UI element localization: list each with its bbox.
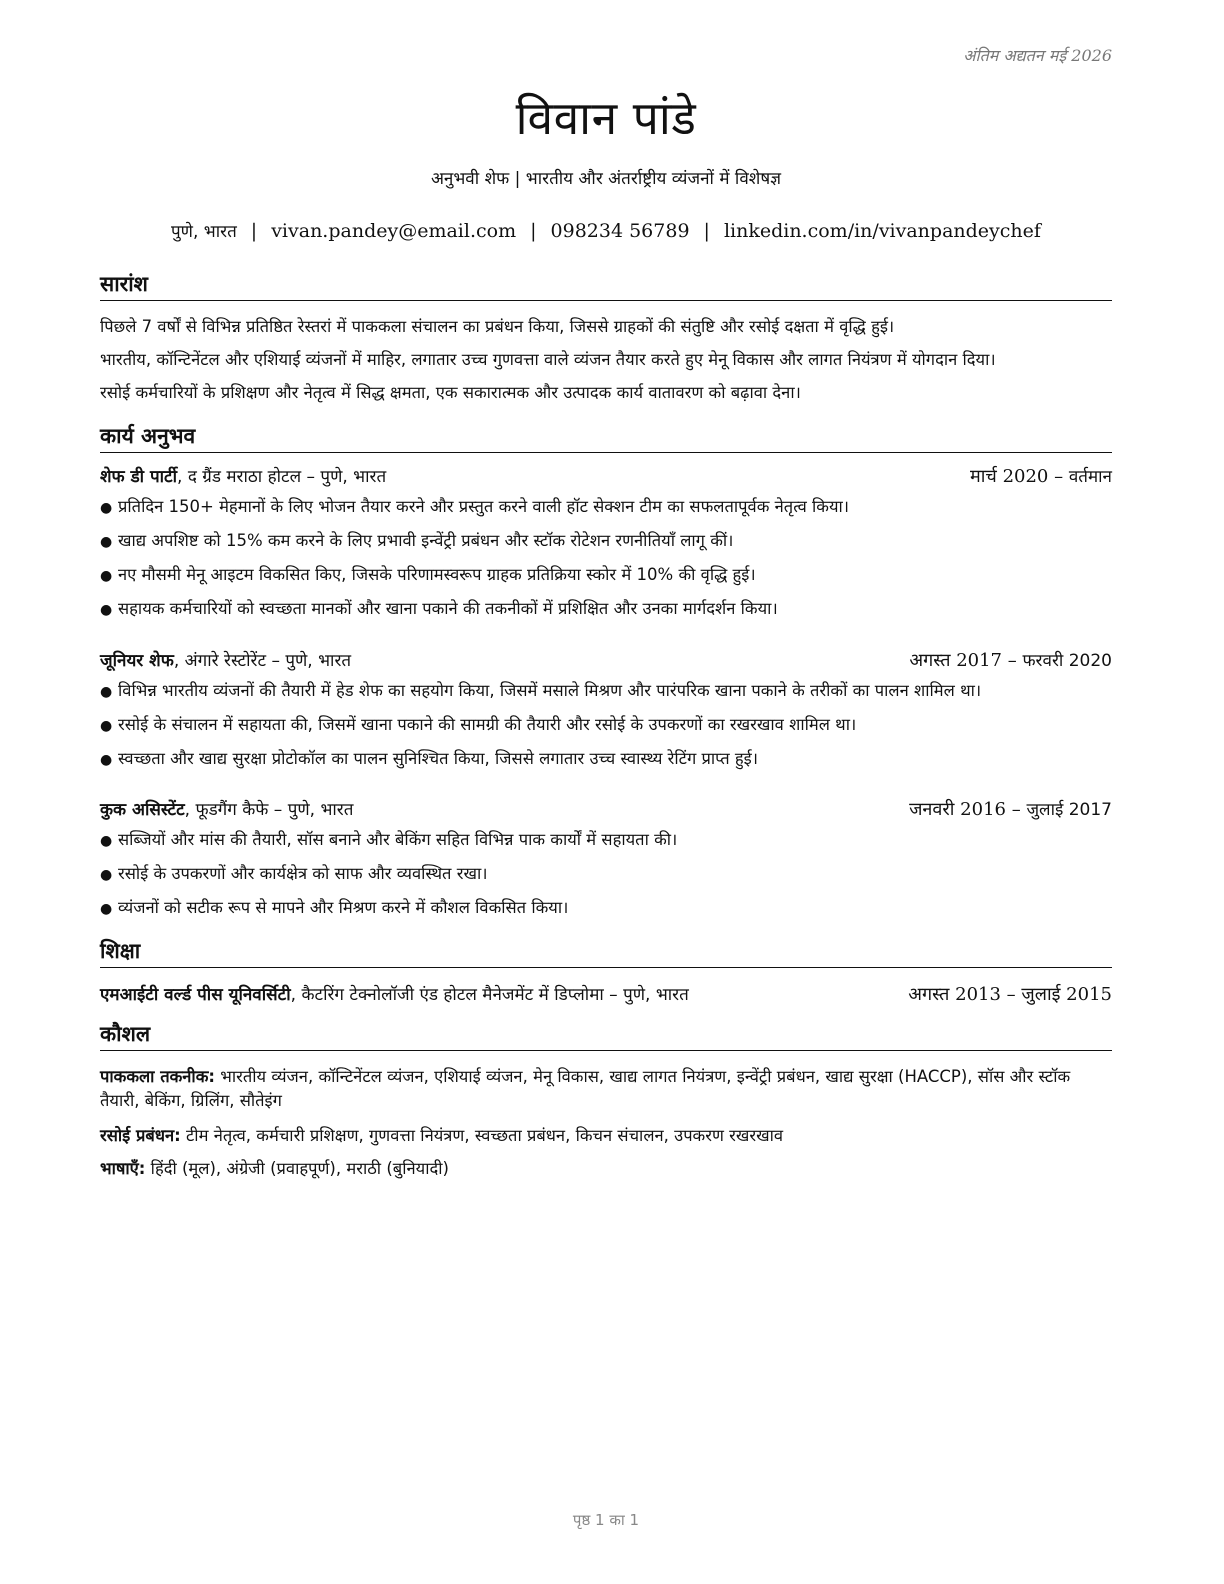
bullet-dot: ● (100, 752, 113, 768)
skill-value: हिंदी (मूल), अंग्रेजी (प्रवाहपूर्ण), मराठी (बुनियादी) (145, 1159, 449, 1178)
job-date-start: अगस्त 2017 – (909, 650, 1023, 671)
job-role: शेफ डी पार्टी (100, 467, 178, 487)
bullet-dot: ● (100, 500, 113, 516)
page-number: पृष्ठ 1 का 1 (572, 1511, 640, 1529)
education-institution: एमआईटी वर्ल्ड पीस यूनिवर्सिटी (100, 985, 291, 1005)
bullet-dot: ● (100, 718, 113, 734)
last-updated: अंतिम अद्यतन मई 2026 (963, 46, 1112, 65)
job-date (909, 797, 1112, 821)
contact-phone: 098234 56789 (550, 220, 690, 242)
job-place: , फूडगैंग कैफे – पुणे, भारत (184, 800, 354, 820)
bullet-dot: ● (100, 602, 113, 618)
job-date-end: वर्तमान (1068, 467, 1112, 487)
contact-separator: | (250, 220, 258, 242)
section-title-summary: सारांश (100, 270, 1112, 301)
summary-line: रसोई कर्मचारियों के प्रशिक्षण और नेतृत्व में सिद्ध क्षमता, एक सकारात्मक और उत्पादक कार्य वातावरण को बढ़ावा देना। (100, 383, 801, 402)
resume-page (100, 0, 1112, 1584)
job-place: , अंगारे रेस्टोरेंट – पुणे, भारत (173, 651, 352, 671)
job-bullet (100, 678, 1112, 701)
job-header (100, 464, 1112, 487)
bullet-dot: ● (100, 901, 113, 917)
job-date-end: जुलाई 2017 (1026, 800, 1112, 820)
bullet-dot: ● (100, 534, 113, 550)
job-date-start: मार्च 2020 – (970, 466, 1069, 487)
job-bullet (100, 895, 1112, 918)
contact-separator: | (703, 220, 710, 242)
bullet-text: नए मौसमी मेनू आइटम विकसित किए, जिसके परिणामस्वरूप ग्राहक प्रतिक्रिया स्कोर में 10% की वृद्धि हुई। (118, 565, 756, 584)
skill-label: पाककला तकनीक: (100, 1067, 215, 1086)
summary-line: भारतीय, कॉन्टिनेंटल और एशियाई व्यंजनों में माहिर, लगातार उच्च गुणवत्ता वाले व्यंजन तैयार करते हुए मेनू विकास और लागत नियंत्रण में योगदान दिया। (100, 350, 996, 369)
skill-value: टीम नेतृत्व, कर्मचारी प्रशिक्षण, गुणवत्ता नियंत्रण, स्वच्छता प्रबंधन, किचन संचालन, उपकरण रखरखाव (180, 1126, 784, 1145)
bullet-dot: ● (100, 867, 113, 883)
job-bullet (100, 827, 1112, 850)
job-place: , द ग्रैंड मराठा होटल – पुणे, भारत (177, 467, 387, 487)
job-role: जूनियर शेफ (100, 651, 174, 671)
skill-group (100, 1065, 1112, 1113)
skill-label: भाषाएँ: (100, 1159, 146, 1178)
job-role: कुक असिस्टेंट (100, 800, 185, 820)
job-bullet (100, 712, 1112, 735)
bullet-dot: ● (100, 833, 113, 849)
candidate-name: विवान पांडे (515, 91, 697, 145)
contact-linkedin[interactable]: linkedin.com/in/vivanpandeychef (723, 220, 1041, 242)
bullet-dot: ● (100, 568, 113, 584)
bullet-text: व्यंजनों को सटीक रूप से मापने और मिश्रण करने में कौशल विकसित किया। (118, 898, 569, 917)
bullet-text: खाद्य अपशिष्ट को 15% कम करने के लिए प्रभावी इन्वेंट्री प्रबंधन और स्टॉक रोटेशन रणनीतियाँ लागू कीं। (118, 531, 734, 550)
job-bullet (100, 494, 1112, 517)
bullet-text: प्रतिदिन 150+ मेहमानों के लिए भोजन तैयार करने और प्रस्तुत करने वाली हॉट सेक्शन टीम का सफलतापूर्वक नेतृत्व किया। (118, 497, 850, 516)
section-title-skills: कौशल (100, 1020, 1112, 1051)
bullet-text: रसोई के संचालन में सहायता की, जिसमें खाना पकाने की सामग्री की तैयारी और रसोई के उपकरणों का रखरखाव शामिल था। (118, 715, 857, 734)
summary-line: पिछले 7 वर्षों से विभिन्न प्रतिष्ठित रेस्तरां में पाककला संचालन का प्रबंधन किया, जिससे ग्राहकों की संतुष्टि और रसोई दक्षता में वृद्धि हुई। (100, 317, 895, 336)
job-bullet (100, 562, 1112, 585)
skill-group (100, 1157, 1112, 1181)
job-date (970, 464, 1112, 488)
job-bullet (100, 746, 1112, 769)
bullet-text: स्वच्छता और खाद्य सुरक्षा प्रोटोकॉल का पालन सुनिश्चित किया, जिससे लगातार उच्च स्वास्थ्य रेटिंग प्राप्त हुई। (118, 749, 759, 768)
bullet-text: रसोई के उपकरणों और कार्यक्षेत्र को साफ और व्यवस्थित रखा। (118, 864, 488, 883)
job-date-end: फरवरी 2020 (1022, 651, 1112, 671)
tagline: अनुभवी शेफ | भारतीय और अंतर्राष्ट्रीय व्यंजनों में विशेषज्ञ (430, 169, 782, 189)
contact-email[interactable]: vivan.pandey@email.com (271, 220, 517, 242)
job-date (909, 648, 1112, 672)
section-title-education: शिक्षा (100, 937, 1112, 968)
job-header (100, 797, 1112, 820)
bullet-text: सब्जियों और मांस की तैयारी, सॉस बनाने और बेकिंग सहित विभिन्न पाक कार्यों में सहायता की। (118, 830, 678, 849)
section-title-experience: कार्य अनुभव (100, 422, 1112, 453)
education-entry (100, 982, 1112, 1005)
contact-line (100, 219, 1112, 242)
bullet-text: सहायक कर्मचारियों को स्वच्छता मानकों और खाना पकाने की तकनीकों में प्रशिक्षित और उनका मार्गदर्शन किया। (118, 599, 778, 618)
job-bullet (100, 528, 1112, 551)
job-header (100, 648, 1112, 671)
skill-group (100, 1124, 1112, 1148)
job-bullet (100, 596, 1112, 619)
skill-label: रसोई प्रबंधन: (100, 1126, 181, 1145)
contact-separator: | (530, 220, 537, 242)
job-date-start: जनवरी 2016 – (909, 799, 1027, 820)
skill-value: भारतीय व्यंजन, कॉन्टिनेंटल व्यंजन, एशियाई व्यंजन, मेनू विकास, खाद्य लागत नियंत्रण, इन्वेंट्री प्रबंधन, खाद्य सुरक्षा (HACCP), सॉस और स्टॉक तैयारी, बेकिंग, ग्रिलिंग, सौतेइंग (100, 1067, 1071, 1110)
education-date: अगस्त 2013 – जुलाई 2015 (908, 984, 1112, 1005)
job-bullet (100, 861, 1112, 884)
bullet-dot: ● (100, 684, 113, 700)
contact-location: पुणे, भारत (171, 222, 237, 242)
bullet-text: विभिन्न भारतीय व्यंजनों की तैयारी में हेड शेफ का सहयोग किया, जिसमें मसाले मिश्रण और पारंपरिक खाना पकाने के तरीकों का पालन शामिल था। (118, 681, 982, 700)
education-detail: , कैटरिंग टेक्नोलॉजी एंड होटल मैनेजमेंट में डिप्लोमा – पुणे, भारत (290, 985, 689, 1005)
